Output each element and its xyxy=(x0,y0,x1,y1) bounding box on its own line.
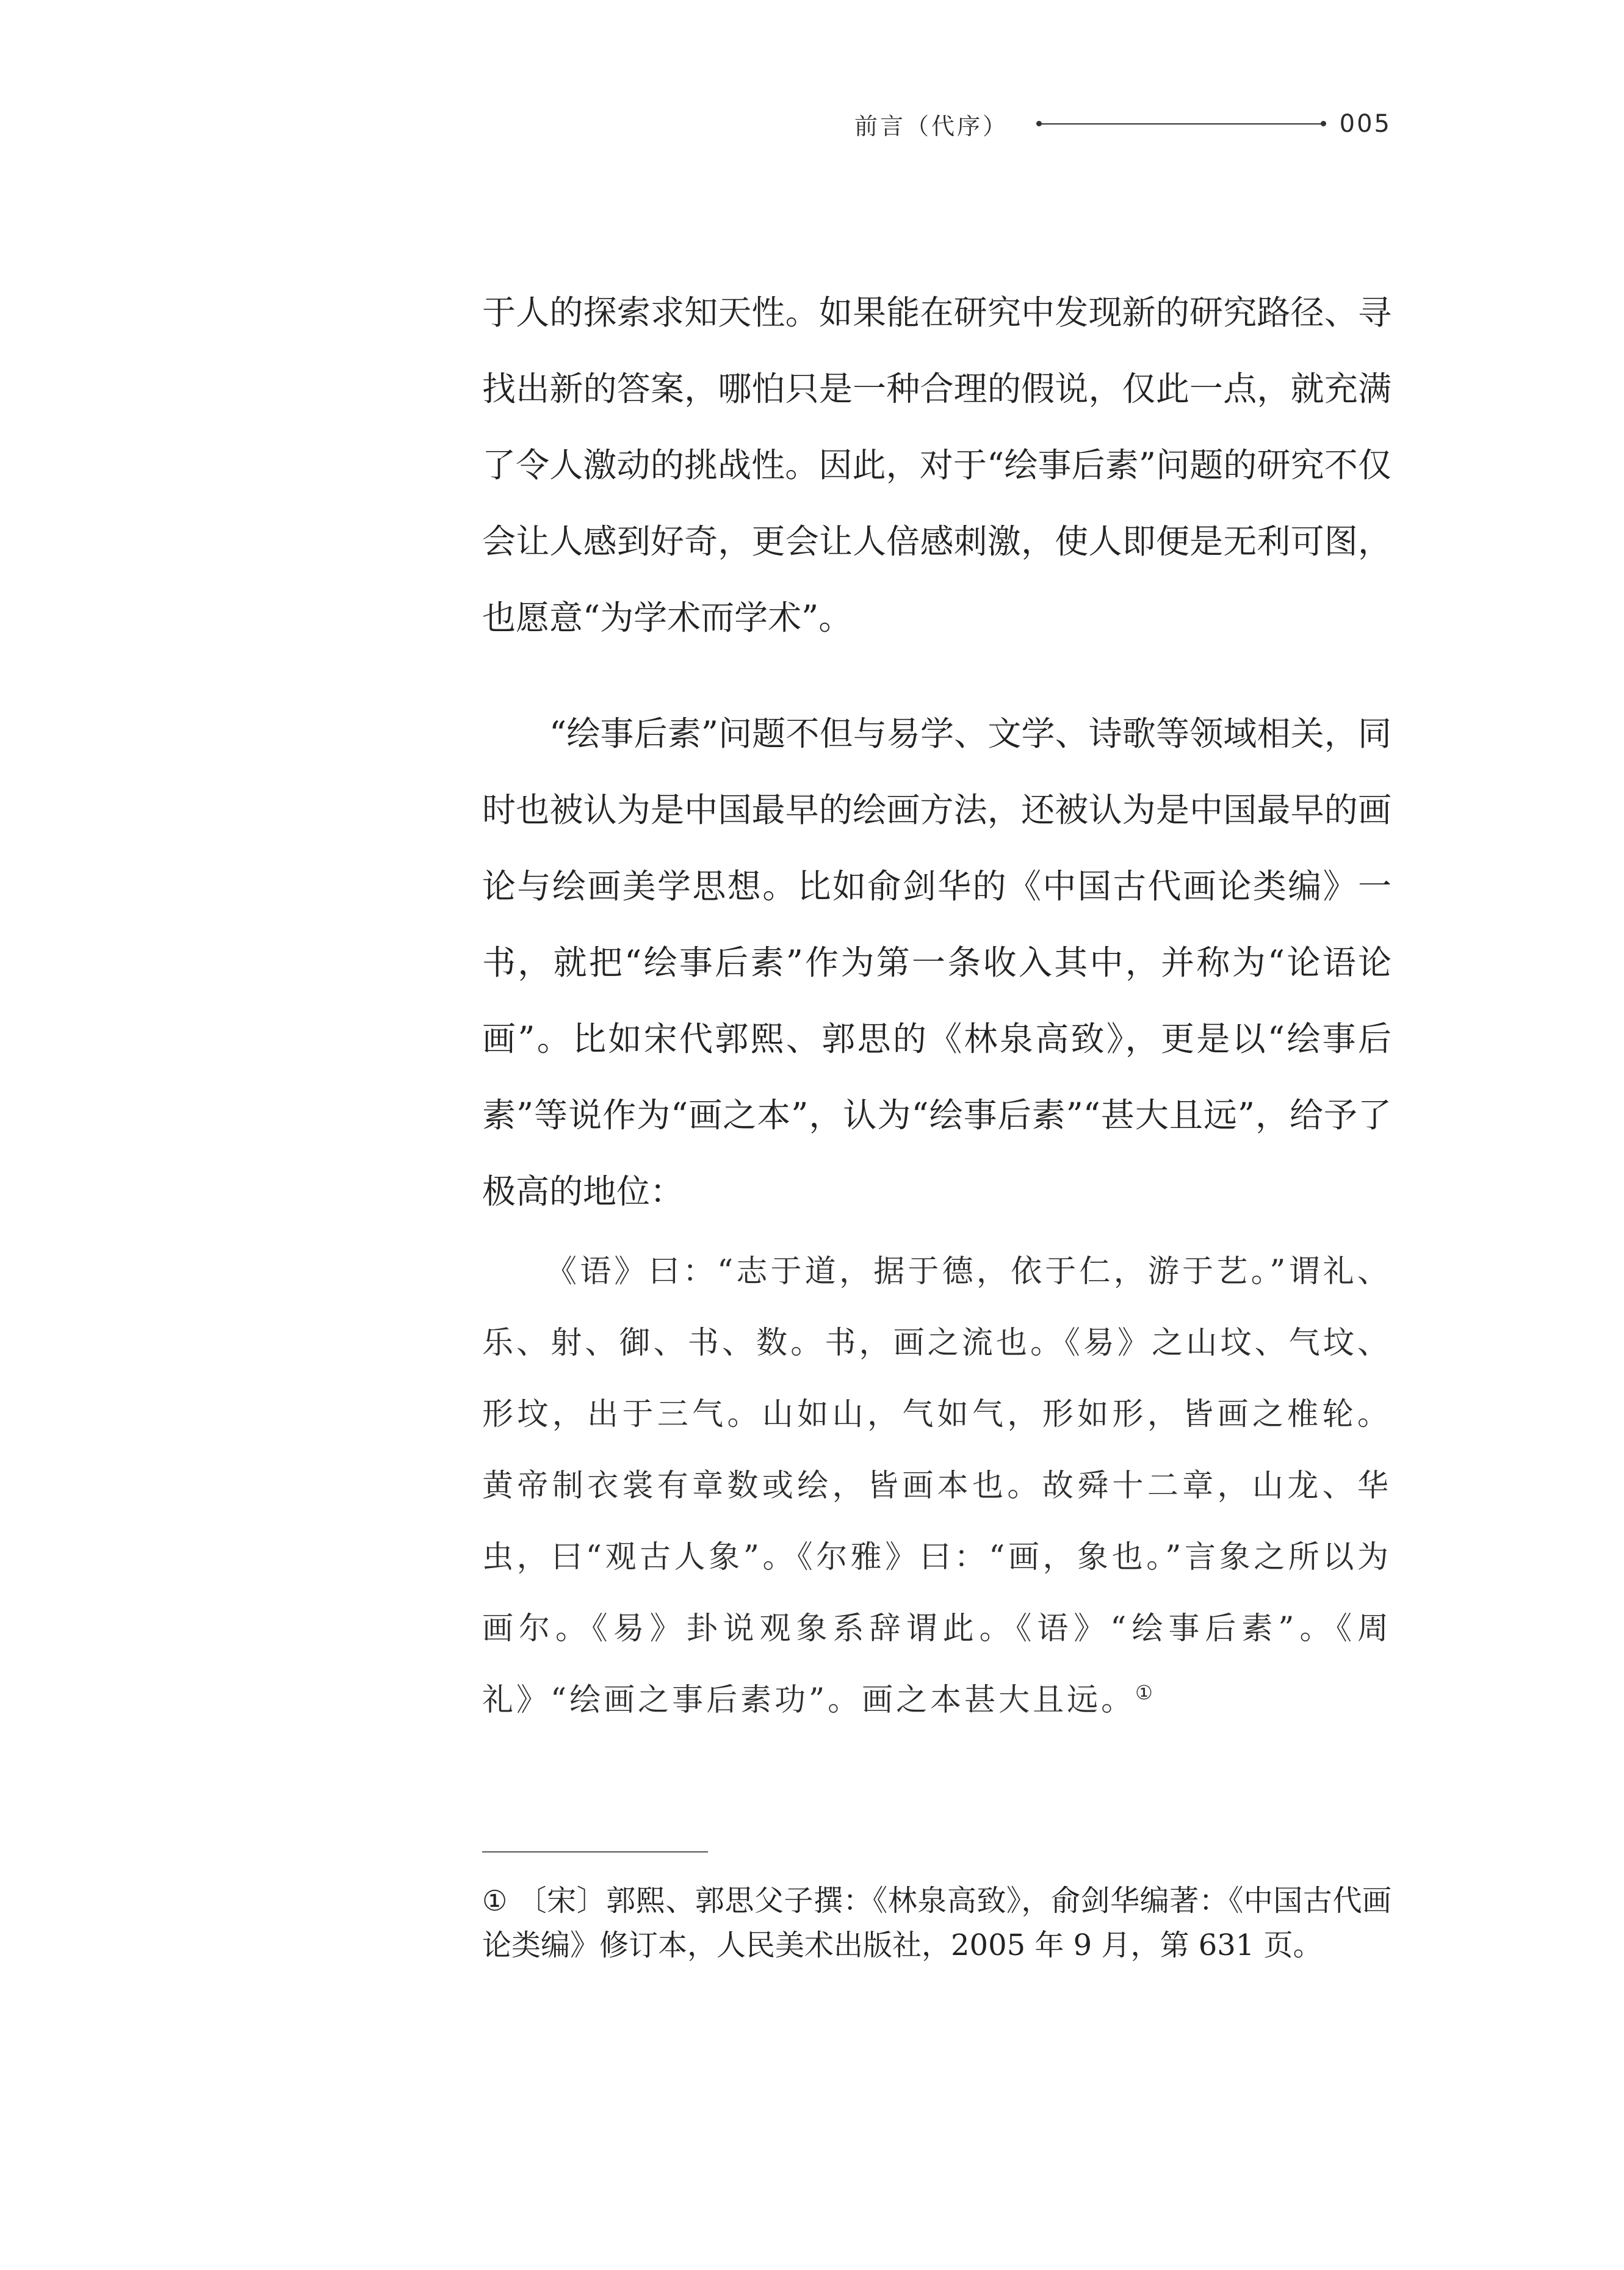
footnote-reference-marker[interactable]: ① xyxy=(1135,1681,1153,1704)
footnote-number: ① xyxy=(482,1884,508,1917)
running-header xyxy=(854,103,1391,145)
body-paragraph-2: “绘事后素”问题不但与易学、文学、诗歌等领域相关，同时也被认为是中国最早的绘画方法，还被认为是中国最早的画论与绘画美学思想。比如俞剑华的《中国古代画论类编》一书，就把“绘事后素”作为第一条收入其中，并称为“论语论画”。比如宋代郭熙、郭思的《林泉高致》，更是以“绘事后素”等说作为“画之本”，认为“绘事后素”“甚大且远”，给予了极高的地位： xyxy=(482,714,1391,1211)
chapter-title: 前言（代序） xyxy=(854,112,1009,140)
header-rule xyxy=(1039,123,1324,125)
footnote-separator xyxy=(482,1851,708,1853)
block-quote-text: 《语》曰：“志于道，据于德，依于仁，游于艺。”谓礼、乐、射、御、书、数。书，画之流也。《易》之山坟、气坟、形坟，出于三气。山如山，气如气，形如形，皆画之椎轮。黄帝制衣裳有章数或绘，皆画本也。故舜十二章，山龙、华虫，曰“观古人象”。《尔雅》曰：“画，象也。”言象之所以为画尔。《易》卦说观象系辞谓此。《语》“绘事后素”。《周礼》“绘画之事后素功”。画之本甚大且远。 xyxy=(482,1254,1391,1718)
footnote-text: 〔宋〕郭熙、郭思父子撰：《林泉高致》，俞剑华编著：《中国古代画论类编》修订本，人民美术出版社，2005 年 9 月，第 631 页。 xyxy=(482,1884,1391,1962)
footnote xyxy=(482,1879,1391,1968)
block-quote xyxy=(482,1236,1391,1736)
body-paragraph-1: 于人的探索求知天性。如果能在研究中发现新的研究路径、寻找出新的答案，哪怕只是一种合理的假说，仅此一点，就充满了令人激动的挑战性。因此，对于“绘事后素”问题的研究不仅会让人感到好奇，更会让人倍感刺激，使人即便是无利可图，也愿意“为学术而学术”。 xyxy=(482,293,1391,637)
page-number: 005 xyxy=(1339,110,1391,138)
